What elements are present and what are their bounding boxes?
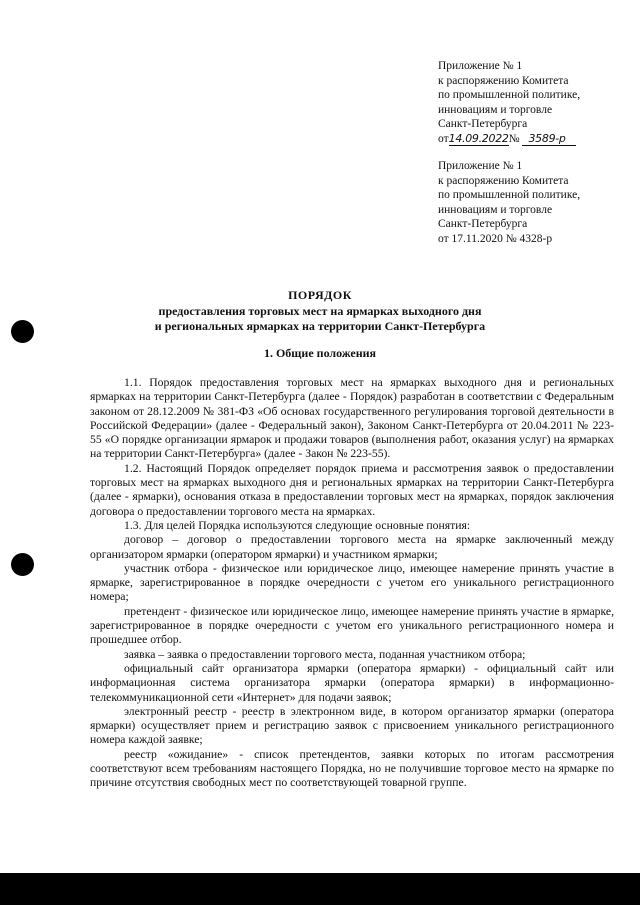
appendix-line: по промышленной политике, bbox=[438, 189, 581, 202]
appendix-header-current bbox=[438, 59, 638, 147]
definition-paragraph: договор – договор о предоставлении торгового места на ярмарке заключенный между организатором ярмарки (оператором ярмарки) и участником ярмарки; bbox=[90, 533, 614, 561]
appendix-header-previous bbox=[438, 159, 638, 247]
scan-edge-bar bbox=[0, 873, 640, 905]
definition-paragraph: претендент - физическое или юридическое лицо, имеющее намерение принять участие в ярмарке, зарегистрированное в порядке очередности с учетом его уникального регистрационного номера и прошедшее отбор. bbox=[90, 604, 614, 647]
handwritten-date: 14.09.2022 bbox=[448, 131, 509, 145]
document-body bbox=[90, 376, 614, 791]
appendix-line: инновациям и торговле bbox=[438, 103, 553, 116]
definition-paragraph: электронный реестр - реестр в электронном виде, в котором организатор ярмарки (оператора ярмарки) осуществляет прием и регистрацию заявок с присвоением уникального регистрационного номера каждой заявке; bbox=[90, 704, 614, 747]
appendix-line: Приложение № 1 bbox=[438, 60, 523, 72]
subtitle-line: предоставления торговых мест на ярмарках выходного дня bbox=[158, 304, 482, 318]
subtitle-line: и региональных ярмарках на территории Санкт-Петербурга bbox=[154, 318, 486, 333]
definition-paragraph: участник отбора - физическое или юридическое лицо, имеющее намерение принять участие в ярмарке, зарегистрированное в порядке очередности с учетом его уникального регистрационного номера; bbox=[90, 561, 614, 604]
definition-paragraph: реестр «ожидание» - список претендентов, заявки которых по итогам рассмотрения соответствуют всем требованиям настоящего Порядка, но не получившие торговое место на ярмарке по причине отсутствия свободных мест по соответствующей товарной группе. bbox=[90, 747, 614, 790]
appendix-line: Санкт-Петербурга bbox=[438, 218, 528, 231]
paragraph: 1.3. Для целей Порядка используются следующие основные понятия: bbox=[124, 518, 471, 532]
definition-paragraph: официальный сайт организатора ярмарки (оператора ярмарки) - официальный сайт или информационная система организатора ярмарки (оператора ярмарки) в информационно-телекоммуникационной сети «Интернет» для подачи заявок; bbox=[90, 661, 614, 704]
number-prefix: № bbox=[508, 132, 520, 145]
appendix-line: Санкт-Петербурга bbox=[438, 118, 528, 131]
section-heading: 1. Общие положения bbox=[263, 346, 377, 360]
punch-hole bbox=[11, 553, 34, 576]
appendix-line: по промышленной политике, bbox=[438, 89, 581, 102]
appendix-line: от 17.11.2020 № 4328-р bbox=[438, 232, 553, 245]
handwritten-number: 3589-р bbox=[522, 132, 575, 146]
document-title: ПОРЯДОК bbox=[288, 288, 352, 302]
appendix-date-number-line bbox=[438, 132, 638, 147]
paragraph: 1.2. Настоящий Порядок определяет порядок приема и рассмотрения заявок о предоставлении торговых мест на ярмарках выходного дня и региональных ярмарках на территории Санкт-Петербурга (далее - ярмарки), основания отказа в предоставлении торговых мест на ярмарках, порядок заключения договора о предоставлении торгового места на ярмарках. bbox=[90, 461, 614, 518]
date-prefix: от bbox=[438, 132, 449, 145]
appendix-line: к распоряжению Комитета bbox=[438, 74, 569, 87]
appendix-line: к распоряжению Комитета bbox=[438, 174, 569, 187]
document-subtitle bbox=[0, 304, 640, 334]
appendix-line: инновациям и торговле bbox=[438, 203, 553, 216]
definition-paragraph: заявка – заявка о предоставлении торгового места, поданная участником отбора; bbox=[124, 647, 526, 661]
appendix-line: Приложение № 1 bbox=[438, 160, 523, 172]
paragraph: 1.1. Порядок предоставления торговых мест на ярмарках выходного дня и региональных ярмарках на территории Санкт-Петербурга (далее - Порядок) разработан в соответствии с Федеральным законом от 28.12.2009 № 381-ФЗ «Об основах государственного регулирования торговой деятельности в Российской Федерации» (далее - Федеральный закон), Законом Санкт-Петербурга от 20.04.2011 № 223-55 «О порядке организации ярмарок и продажи товаров (выполнения работ, оказания услуг) на ярмарках на территории Санкт-Петербурга» (далее - Закон № 223-55). bbox=[90, 376, 614, 461]
